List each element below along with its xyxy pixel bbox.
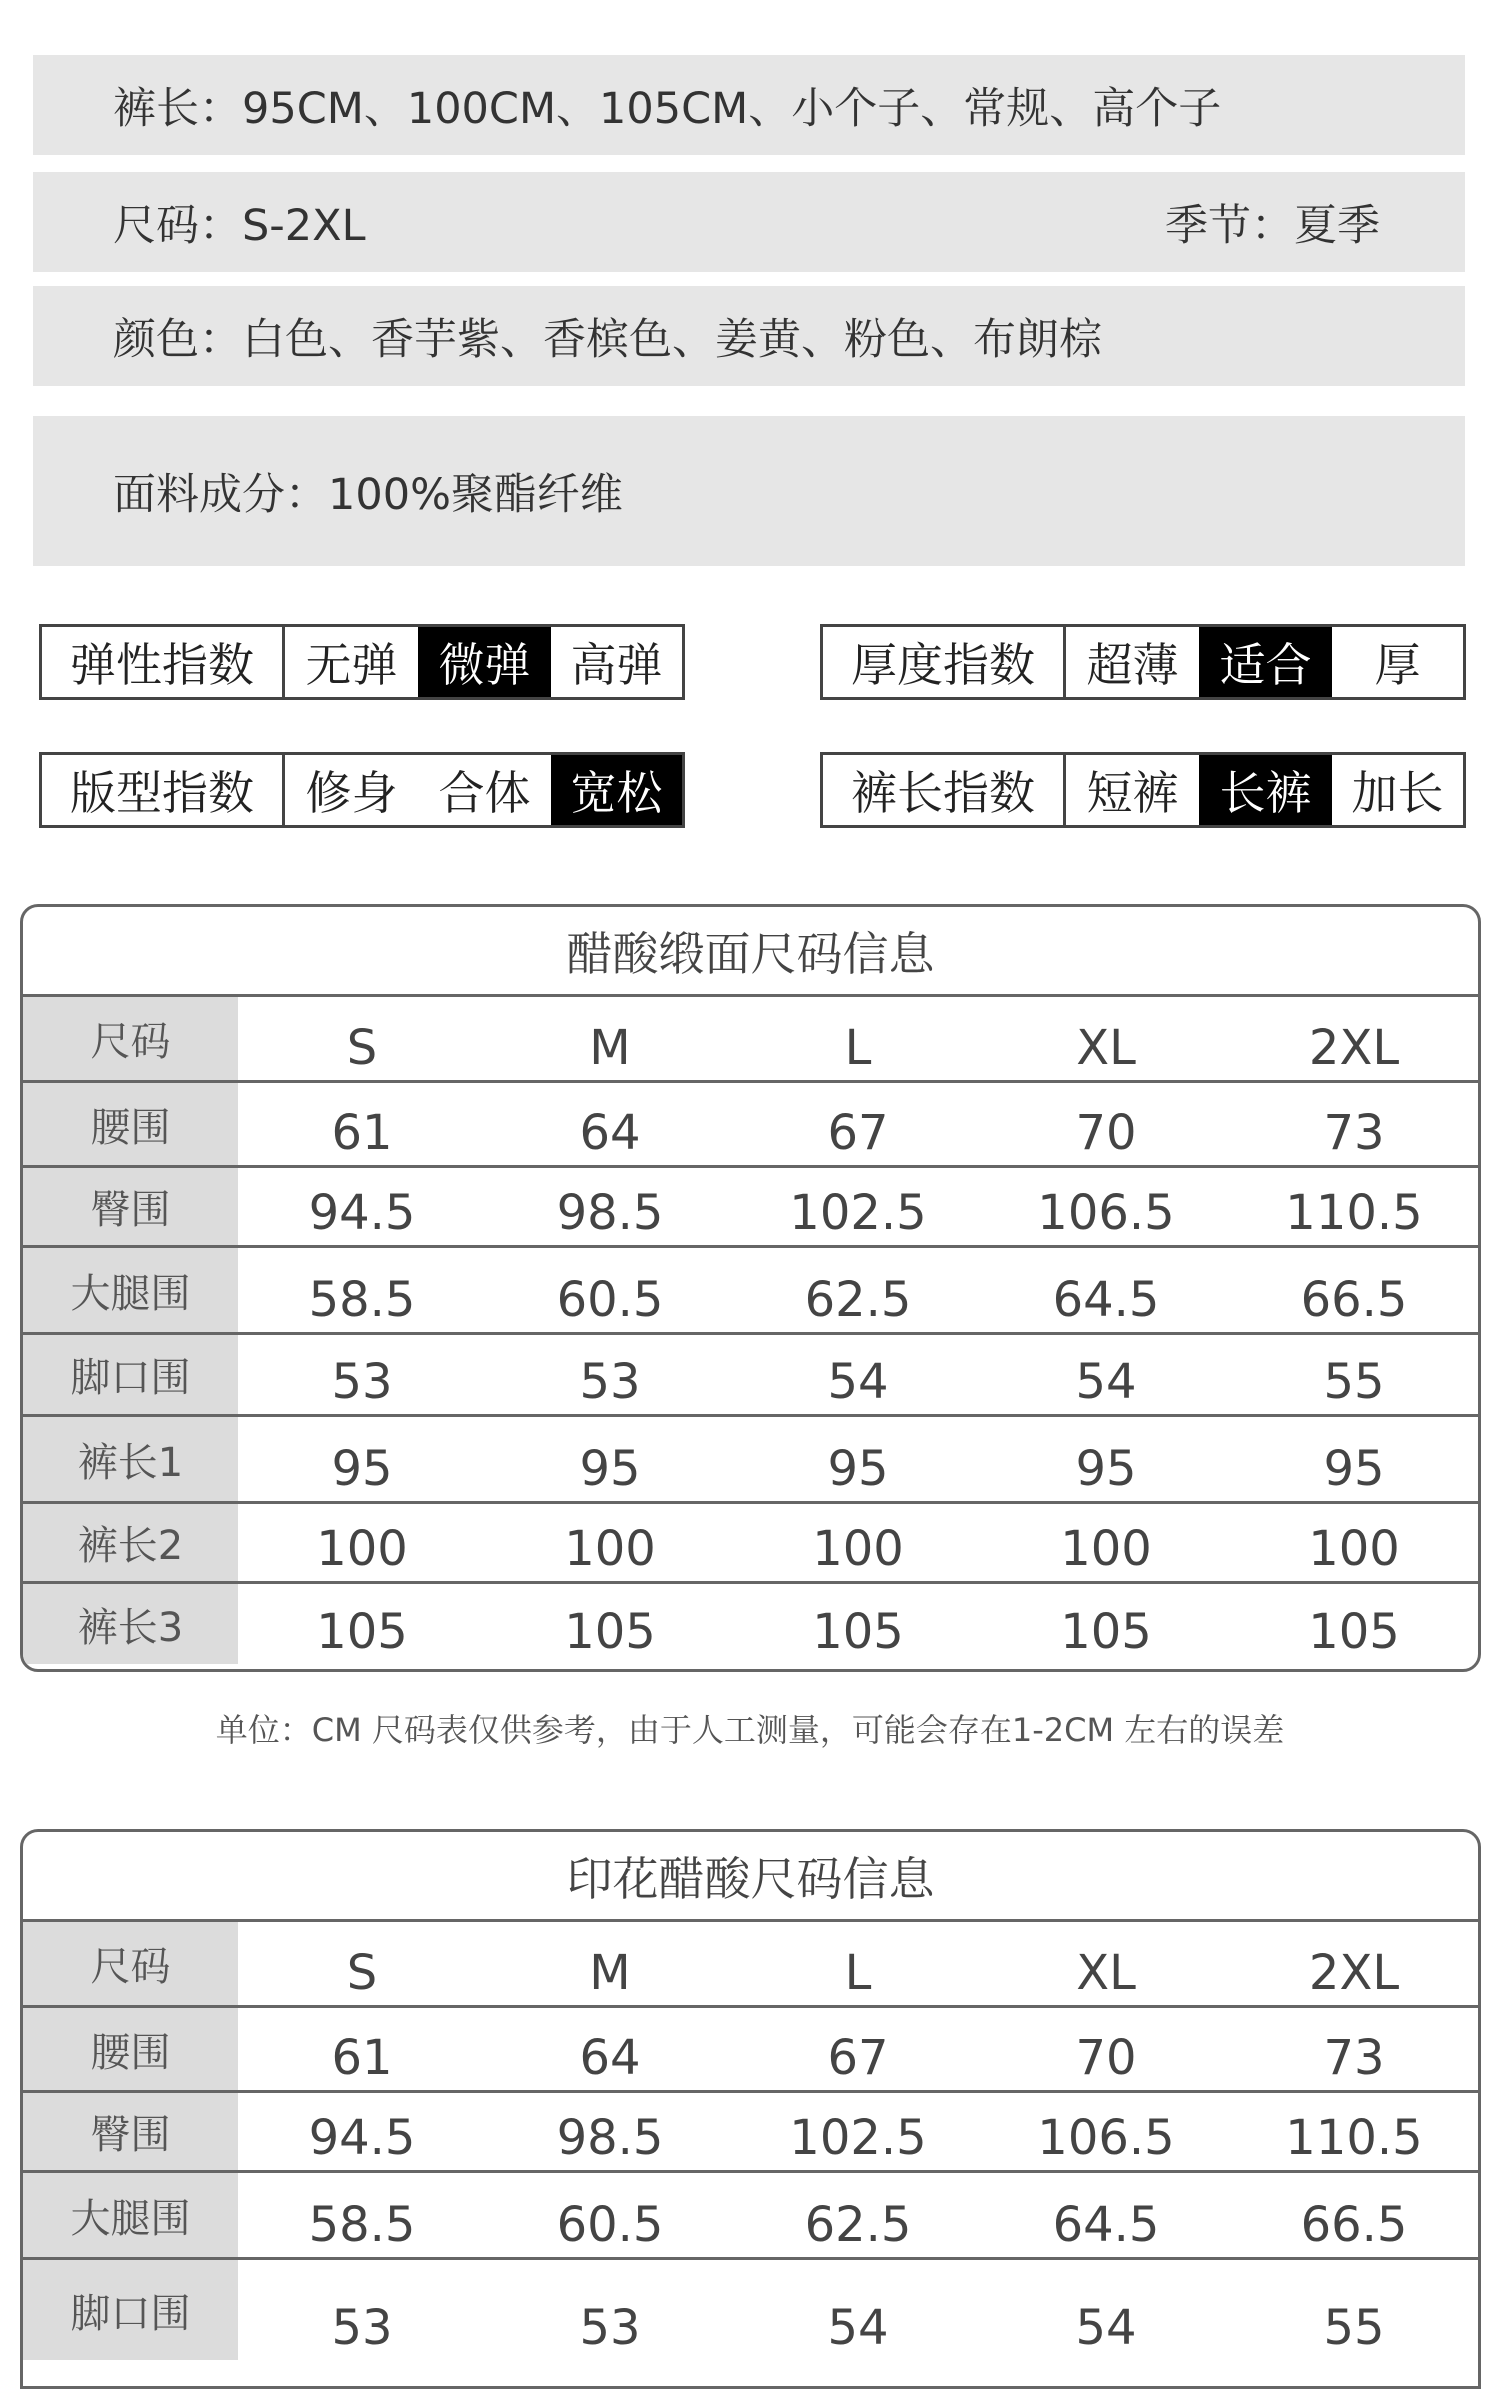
table-cell: 54 xyxy=(827,1354,889,1410)
table-cell: 64.5 xyxy=(1052,1272,1160,1328)
table-cell: 94.5 xyxy=(308,2110,416,2166)
table-cell: 100 xyxy=(1308,1521,1400,1577)
row-label: 大腿围 xyxy=(23,1248,238,1332)
table-cell: 54 xyxy=(1075,2300,1137,2356)
pants-length-option-long: 长裤 xyxy=(1199,755,1332,825)
fit-option-regular: 合体 xyxy=(438,766,531,820)
row-label: 尺码 xyxy=(23,1922,238,2005)
table-cell: 70 xyxy=(1075,1105,1137,1161)
thickness-option-ultrathin: 超薄 xyxy=(1086,638,1179,692)
table-cell: 54 xyxy=(827,2300,889,2356)
elasticity-option-high: 高弹 xyxy=(570,638,663,692)
table-cell: 66.5 xyxy=(1300,1272,1408,1328)
table-cell: 94.5 xyxy=(308,1185,416,1241)
table-cell: 100 xyxy=(316,1521,408,1577)
table-cell: 73 xyxy=(1323,1105,1385,1161)
table-cell: M xyxy=(589,1020,631,1076)
table-cell: 60.5 xyxy=(556,1272,664,1328)
thickness-option-suitable: 适合 xyxy=(1199,627,1332,697)
table-cell: 64 xyxy=(579,2030,641,2086)
row-label: 臀围 xyxy=(23,1168,238,1245)
info-color-text: 颜色：白色、香芋紫、香槟色、姜黄、粉色、布朗棕 xyxy=(113,314,1102,365)
pants-length-option-shorts: 短裤 xyxy=(1086,766,1179,820)
info-fabric-text: 面料成分：100%聚酯纤维 xyxy=(113,469,623,520)
info-color-bar xyxy=(33,286,1465,386)
fit-option-loose: 宽松 xyxy=(551,755,682,825)
fit-index xyxy=(39,752,685,828)
fit-option-slim: 修身 xyxy=(305,766,398,820)
table-row xyxy=(23,1168,1478,1248)
table-cell: 60.5 xyxy=(556,2197,664,2253)
thickness-index xyxy=(820,624,1466,700)
info-size-season-bar xyxy=(33,172,1465,272)
pants-length-index xyxy=(820,752,1466,828)
size-table-body xyxy=(23,1922,1478,2360)
table-cell: XL xyxy=(1076,1945,1136,2001)
table-row xyxy=(23,2260,1478,2360)
table-cell: 62.5 xyxy=(804,1272,912,1328)
table-row xyxy=(23,1248,1478,1335)
table-cell: 105 xyxy=(1308,1604,1400,1660)
table-row xyxy=(23,2008,1478,2093)
table-cell: 95 xyxy=(579,1441,641,1497)
table-cell: 64 xyxy=(579,1105,641,1161)
table-cell: M xyxy=(589,1945,631,2001)
table-row xyxy=(23,2173,1478,2260)
table-cell: 105 xyxy=(564,1604,656,1660)
table-cell: 95 xyxy=(331,1441,393,1497)
table-cell: 54 xyxy=(1075,1354,1137,1410)
info-size-text: 尺码：S-2XL xyxy=(113,200,366,251)
row-label: 腰围 xyxy=(23,1083,238,1165)
table-row xyxy=(23,1922,1478,2008)
info-length-bar xyxy=(33,55,1465,155)
row-label: 脚口围 xyxy=(23,2260,238,2360)
table-cell: 61 xyxy=(331,2030,393,2086)
table-cell: 106.5 xyxy=(1037,2110,1175,2166)
table-row xyxy=(23,1417,1478,1504)
table-cell: 53 xyxy=(331,1354,393,1410)
table-cell: 95 xyxy=(827,1441,889,1497)
size-note: 单位：CM 尺码表仅供参考，由于人工测量，可能会存在1-2CM 左右的误差 xyxy=(215,1711,1285,1749)
row-label: 尺码 xyxy=(23,997,238,1080)
table-cell: 100 xyxy=(812,1521,904,1577)
table-cell: 98.5 xyxy=(556,1185,664,1241)
table-cell: 2XL xyxy=(1308,1945,1400,2001)
row-label: 裤长1 xyxy=(23,1417,238,1501)
table-cell: 110.5 xyxy=(1285,2110,1423,2166)
table-cell: 61 xyxy=(331,1105,393,1161)
table-cell: XL xyxy=(1076,1020,1136,1076)
row-label: 裤长3 xyxy=(23,1584,238,1664)
table-cell: S xyxy=(346,1945,378,2001)
table-cell: 53 xyxy=(579,2300,641,2356)
info-length-text: 裤长：95CM、100CM、105CM、小个子、常规、高个子 xyxy=(113,83,1222,134)
thickness-option-thick: 厚 xyxy=(1374,638,1421,692)
table-cell: 105 xyxy=(1060,1604,1152,1660)
pants-length-index-title: 裤长指数 xyxy=(823,755,1066,825)
table-cell: 95 xyxy=(1323,1441,1385,1497)
table-row xyxy=(23,1504,1478,1584)
table-cell: 106.5 xyxy=(1037,1185,1175,1241)
table-row xyxy=(23,2093,1478,2173)
table-cell: 70 xyxy=(1075,2030,1137,2086)
table-cell: 67 xyxy=(827,2030,889,2086)
elasticity-option-none: 无弹 xyxy=(305,638,398,692)
table-cell: 98.5 xyxy=(556,2110,664,2166)
elasticity-index-title: 弹性指数 xyxy=(42,627,285,697)
table-cell: 110.5 xyxy=(1285,1185,1423,1241)
table-cell: 100 xyxy=(1060,1521,1152,1577)
size-table-printed-acetate xyxy=(20,1829,1481,2389)
info-fabric-bar xyxy=(33,416,1465,566)
table-cell: 55 xyxy=(1323,2300,1385,2356)
table-cell: 2XL xyxy=(1308,1020,1400,1076)
table-cell: 58.5 xyxy=(308,1272,416,1328)
thickness-index-title: 厚度指数 xyxy=(823,627,1066,697)
table-cell: 105 xyxy=(812,1604,904,1660)
pants-length-option-extra-long: 加长 xyxy=(1351,766,1444,820)
row-label: 臀围 xyxy=(23,2093,238,2170)
table-cell: 67 xyxy=(827,1105,889,1161)
table-cell: 73 xyxy=(1323,2030,1385,2086)
table-cell: 55 xyxy=(1323,1354,1385,1410)
row-label: 裤长2 xyxy=(23,1504,238,1581)
table-cell: 53 xyxy=(331,2300,393,2356)
info-season-text: 季节：夏季 xyxy=(1165,200,1380,251)
table-row xyxy=(23,997,1478,1083)
size-table-acetate-satin xyxy=(20,904,1481,1672)
elasticity-index xyxy=(39,624,685,700)
table-cell: 95 xyxy=(1075,1441,1137,1497)
table-cell: 105 xyxy=(316,1604,408,1660)
size-table-title: 印花醋酸尺码信息 xyxy=(23,1832,1478,1922)
table-row xyxy=(23,1584,1478,1664)
table-cell: 102.5 xyxy=(789,1185,927,1241)
table-cell: 53 xyxy=(579,1354,641,1410)
row-label: 腰围 xyxy=(23,2008,238,2090)
row-label: 脚口围 xyxy=(23,1335,238,1414)
table-cell: L xyxy=(844,1020,872,1076)
table-cell: 102.5 xyxy=(789,2110,927,2166)
size-table-body xyxy=(23,997,1478,1664)
table-cell: 62.5 xyxy=(804,2197,912,2253)
table-row xyxy=(23,1083,1478,1168)
table-cell: 64.5 xyxy=(1052,2197,1160,2253)
table-cell: 100 xyxy=(564,1521,656,1577)
fit-index-title: 版型指数 xyxy=(42,755,285,825)
table-row xyxy=(23,1335,1478,1417)
table-cell: S xyxy=(346,1020,378,1076)
table-cell: L xyxy=(844,1945,872,2001)
elasticity-option-slight: 微弹 xyxy=(418,627,551,697)
row-label: 大腿围 xyxy=(23,2173,238,2257)
table-cell: 58.5 xyxy=(308,2197,416,2253)
table-cell: 66.5 xyxy=(1300,2197,1408,2253)
size-table-title: 醋酸缎面尺码信息 xyxy=(23,907,1478,997)
